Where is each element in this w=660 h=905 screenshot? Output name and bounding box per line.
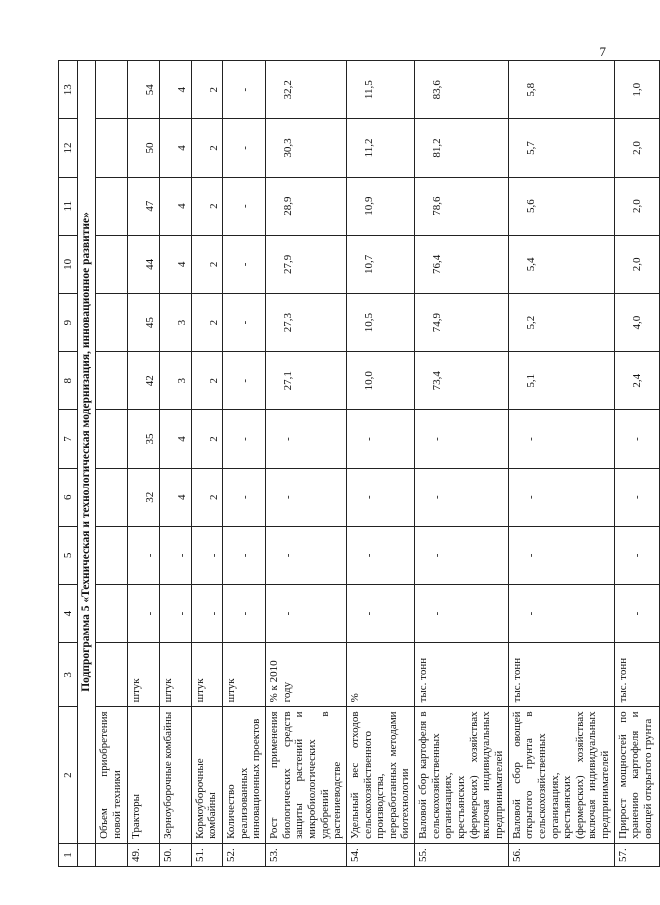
value-cell: 4	[159, 410, 191, 468]
value-cell: -	[346, 468, 414, 526]
value-cell: -	[266, 584, 347, 642]
indicator-name-cell: Тракторы	[128, 707, 160, 844]
value-cell: -	[266, 410, 347, 468]
value-cell: 74,9	[415, 293, 508, 351]
value-cell: 4	[159, 61, 191, 119]
value-cell: -	[223, 352, 266, 410]
value-cell: -	[614, 584, 659, 642]
page-number: 7	[599, 44, 606, 59]
header-cell: 10	[59, 235, 78, 293]
value-cell: 27,9	[266, 235, 347, 293]
value-cell	[96, 526, 128, 584]
table-body	[96, 61, 660, 867]
row-number-cell: 53.	[266, 843, 347, 866]
value-cell: -	[346, 526, 414, 584]
value-cell: -	[614, 468, 659, 526]
value-cell: 81,2	[415, 119, 508, 177]
header-cell: 9	[59, 293, 78, 351]
value-cell: 54	[128, 61, 160, 119]
header-cell: 12	[59, 119, 78, 177]
value-cell: -	[415, 468, 508, 526]
value-cell: -	[191, 526, 223, 584]
value-cell: 32,2	[266, 61, 347, 119]
table-container	[58, 60, 654, 867]
unit-cell: тыс. тонн	[614, 643, 659, 707]
value-cell: -	[223, 584, 266, 642]
value-cell: -	[223, 410, 266, 468]
value-cell: -	[415, 526, 508, 584]
value-cell: -	[128, 584, 160, 642]
value-cell: 50	[128, 119, 160, 177]
value-cell: 5,8	[508, 61, 614, 119]
rotated-table-frame	[58, 60, 654, 867]
value-cell: -	[223, 526, 266, 584]
subprogram-row	[78, 61, 96, 867]
value-cell: -	[223, 235, 266, 293]
value-cell: -	[159, 584, 191, 642]
value-cell: -	[223, 468, 266, 526]
header-cell: 8	[59, 352, 78, 410]
value-cell: 2,0	[614, 177, 659, 235]
value-cell: 1,0	[614, 61, 659, 119]
value-cell: 28,9	[266, 177, 347, 235]
value-cell: 73,4	[415, 352, 508, 410]
value-cell	[96, 352, 128, 410]
indicator-name-cell: Кормоуборочные комбайны	[191, 707, 223, 844]
value-cell: -	[415, 410, 508, 468]
value-cell	[96, 61, 128, 119]
value-cell: 5,2	[508, 293, 614, 351]
unit-cell: штук	[159, 643, 191, 707]
table-row	[614, 61, 659, 867]
header-row	[59, 61, 78, 867]
table-row	[508, 61, 614, 867]
indicator-name-cell: Валовой сбор картофеля в сельскохозяйственных организациях, крестьянских (фермерских) хозяйствах включая индивидуальных предпринимателей	[415, 707, 508, 844]
value-cell: 78,6	[415, 177, 508, 235]
value-cell: -	[266, 468, 347, 526]
header-cell: 5	[59, 526, 78, 584]
value-cell	[96, 177, 128, 235]
value-cell: 44	[128, 235, 160, 293]
value-cell: 83,6	[415, 61, 508, 119]
unit-cell	[96, 643, 128, 707]
row-number-cell: 57.	[614, 843, 659, 866]
value-cell	[96, 410, 128, 468]
row-number-cell: 50.	[159, 843, 191, 866]
value-cell: 2	[191, 293, 223, 351]
indicator-name-cell: Зерноуборочные комбайны	[159, 707, 191, 844]
value-cell: 4	[159, 177, 191, 235]
value-cell: -	[223, 61, 266, 119]
value-cell: 2	[191, 177, 223, 235]
value-cell: -	[415, 584, 508, 642]
value-cell: -	[508, 526, 614, 584]
unit-cell: тыс. тонн	[508, 643, 614, 707]
table-row	[415, 61, 508, 867]
value-cell: 5,1	[508, 352, 614, 410]
value-cell: 32	[128, 468, 160, 526]
subprogram-title: Подпрограмма 5 «Техническая и технологическая модернизация, инновационное развитие»	[78, 61, 96, 844]
value-cell: 11,2	[346, 119, 414, 177]
value-cell: 4	[159, 468, 191, 526]
header-cell: 6	[59, 468, 78, 526]
value-cell: 42	[128, 352, 160, 410]
value-cell: 2	[191, 410, 223, 468]
value-cell: 10,5	[346, 293, 414, 351]
value-cell: 30,3	[266, 119, 347, 177]
value-cell: -	[346, 584, 414, 642]
value-cell	[96, 293, 128, 351]
row-number-cell: 55.	[415, 843, 508, 866]
value-cell: -	[223, 177, 266, 235]
indicator-name-cell: Валовой сбор овощей открытого грунта в сельскохозяйственных организациях, крестьянских (фермерских) хозяйствах включая индивидуальных предпринимателей	[508, 707, 614, 844]
value-cell: 2	[191, 119, 223, 177]
value-cell: 45	[128, 293, 160, 351]
value-cell: 2,0	[614, 235, 659, 293]
value-cell: -	[159, 526, 191, 584]
indicator-name-cell: Объем приобретения новой техники	[96, 707, 128, 844]
unit-cell: штук	[191, 643, 223, 707]
unit-cell: %	[346, 643, 414, 707]
value-cell: -	[223, 293, 266, 351]
value-cell: 4	[159, 235, 191, 293]
value-cell: 4,0	[614, 293, 659, 351]
value-cell: 27,3	[266, 293, 347, 351]
value-cell: 2	[191, 468, 223, 526]
value-cell: -	[191, 584, 223, 642]
row-number-cell: 54.	[346, 843, 414, 866]
value-cell	[96, 468, 128, 526]
value-cell: 11,5	[346, 61, 414, 119]
indicators-table	[58, 60, 660, 867]
value-cell: 3	[159, 352, 191, 410]
value-cell: 3	[159, 293, 191, 351]
unit-cell: штук	[128, 643, 160, 707]
value-cell	[96, 119, 128, 177]
value-cell: -	[614, 526, 659, 584]
table-row	[223, 61, 266, 867]
value-cell: -	[508, 584, 614, 642]
value-cell: 2	[191, 352, 223, 410]
value-cell: 2	[191, 61, 223, 119]
value-cell: 27,1	[266, 352, 347, 410]
header-cell: 13	[59, 61, 78, 119]
value-cell: 4	[159, 119, 191, 177]
header-cell: 7	[59, 410, 78, 468]
value-cell: 10,7	[346, 235, 414, 293]
header-cell: 11	[59, 177, 78, 235]
value-cell: 10,9	[346, 177, 414, 235]
value-cell: -	[266, 526, 347, 584]
table-row	[346, 61, 414, 867]
value-cell: -	[508, 468, 614, 526]
table-row	[128, 61, 160, 867]
indicator-name-cell: Количество реализованных инновационных проектов	[223, 707, 266, 844]
indicator-name-cell: Удельный вес отходов сельскохозяйственного производства, переработанных методами биотехнологии	[346, 707, 414, 844]
unit-cell: % к 2010 году	[266, 643, 347, 707]
value-cell: 2,0	[614, 119, 659, 177]
table-row	[266, 61, 347, 867]
value-cell: -	[614, 410, 659, 468]
header-cell: 2	[59, 707, 78, 844]
value-cell: 76,4	[415, 235, 508, 293]
unit-cell: тыс. тонн	[415, 643, 508, 707]
table-row	[191, 61, 223, 867]
value-cell: 5,7	[508, 119, 614, 177]
value-cell: 47	[128, 177, 160, 235]
value-cell: -	[508, 410, 614, 468]
table-row	[159, 61, 191, 867]
table-row	[96, 61, 128, 867]
header-cell: 1	[59, 843, 78, 866]
value-cell: 10,0	[346, 352, 414, 410]
value-cell	[96, 235, 128, 293]
header-cell: 3	[59, 643, 78, 707]
row-number-cell: 56.	[508, 843, 614, 866]
value-cell: 5,4	[508, 235, 614, 293]
value-cell: -	[223, 119, 266, 177]
value-cell: 2	[191, 235, 223, 293]
indicator-name-cell: Рост применения биологических средств защиты растений и микробиологических удобрений в растениеводстве	[266, 707, 347, 844]
value-cell: 5,6	[508, 177, 614, 235]
value-cell: 35	[128, 410, 160, 468]
value-cell	[96, 584, 128, 642]
value-cell: 2,4	[614, 352, 659, 410]
header-cell: 4	[59, 584, 78, 642]
row-number-cell: 49.	[128, 843, 160, 866]
indicator-name-cell: Прирост мощностей по хранению картофеля и овощей открытого грунта	[614, 707, 659, 844]
value-cell: -	[346, 410, 414, 468]
value-cell: -	[128, 526, 160, 584]
row-number-cell: 51.	[191, 843, 223, 866]
row-number-cell: 52.	[223, 843, 266, 866]
unit-cell: штук	[223, 643, 266, 707]
row-number-cell	[96, 843, 128, 866]
